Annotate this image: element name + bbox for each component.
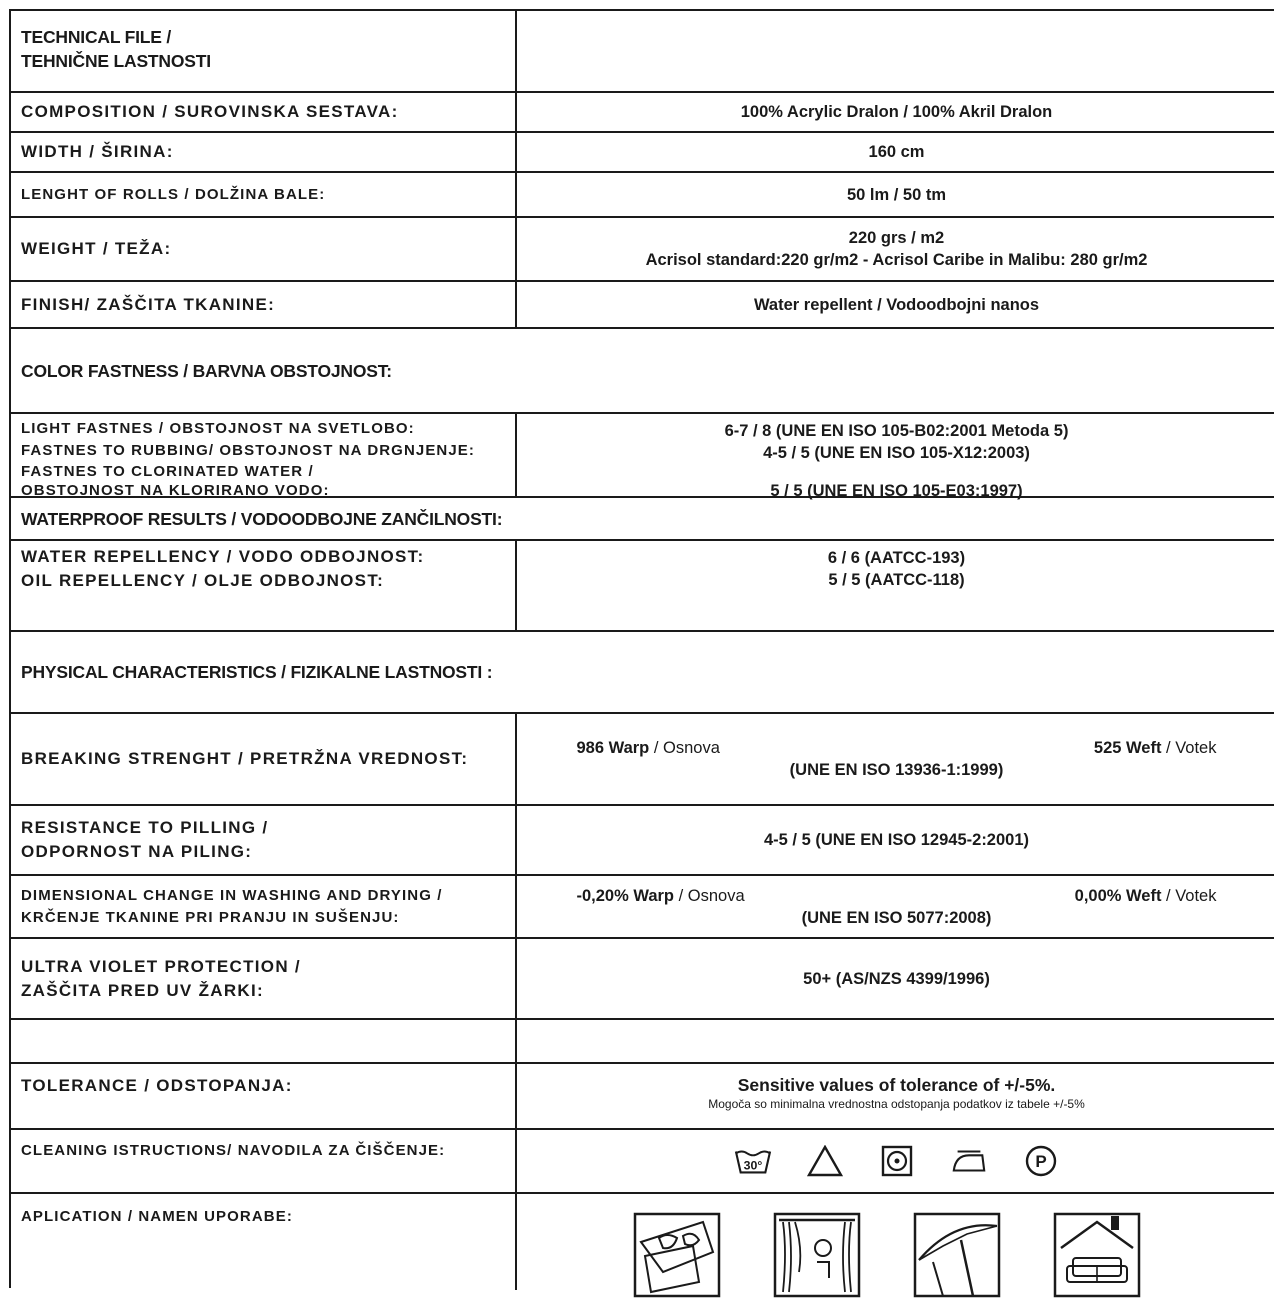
technical-sheet-table (9, 9, 1274, 1288)
application-label: APLICATION / NAMEN UPORABE: (21, 1208, 293, 1225)
tolerance-value-1: Sensitive values of tolerance of +/-5%. (737, 1075, 1056, 1095)
physical-heading: PHYSICAL CHARACTERISTICS / FIZIKALNE LASTNOSTI : (21, 662, 493, 682)
composition-value: 100% Acrylic Dralon / 100% Akril Dralon (740, 103, 1053, 121)
parasol-icon (913, 1212, 1001, 1298)
chlorine-fastness-label-1: FASTNES TO CLORINATED WATER / (21, 463, 314, 480)
length-value: 50 lm / 50 tm (846, 185, 947, 204)
cleaning-row (11, 1130, 1274, 1194)
title-line-1: TECHNICAL FILE / (21, 27, 172, 47)
outdoor-furniture-icon (633, 1212, 721, 1298)
uv-value: 50+ (AS/NZS 4399/1996) (803, 969, 990, 988)
waterproof-row (11, 498, 1274, 541)
dimensional-label-2: KRČENJE TKANINE PRI PRANJU IN SUŠENJU: (21, 908, 400, 926)
light-fastness-label: LIGHT FASTNES / OBSTOJNOST NA SVETLOBO: (21, 420, 415, 437)
physical-row (11, 632, 1274, 714)
title-row (11, 11, 1274, 93)
water-repellency-value: 6 / 6 (AATCC-193) (827, 549, 966, 567)
composition-label: COMPOSITION / SUROVINSKA SESTAVA: (21, 102, 399, 121)
application-icons (633, 1212, 1141, 1298)
color-fastness-row (11, 329, 1274, 414)
water-repellency-label: WATER REPELLENCY / VODO ODBOJNOST: (21, 547, 425, 566)
pilling-value: 4-5 / 5 (UNE EN ISO 12945-2:2001) (763, 831, 1030, 849)
empty-row (11, 1020, 1274, 1064)
weight-label: WEIGHT / TEŽA: (21, 239, 172, 258)
finish-label: FINISH/ ZAŠČITA TKANINE: (21, 294, 276, 314)
dimensional-row (11, 876, 1274, 939)
fastness-row (11, 414, 1274, 498)
pilling-label-2: ODPORNOST NA PILING: (21, 842, 253, 861)
color-fastness-heading: COLOR FASTNESS / BARVNA OBSTOJNOST: (21, 360, 392, 381)
indoor-upholstery-icon (1053, 1212, 1141, 1298)
repellency-row (11, 541, 1274, 632)
bleach-triangle-icon (806, 1143, 844, 1179)
finish-row (11, 282, 1274, 329)
application-row (11, 1194, 1274, 1290)
breaking-standard: (UNE EN ISO 13936-1:1999) (789, 761, 1004, 779)
weight-value-2: Acrisol standard:220 gr/m2 - Acrisol Caribe in Malibu: 280 gr/m2 (645, 251, 1148, 269)
weight-row (11, 218, 1274, 282)
breaking-row (11, 714, 1274, 806)
wash-30-icon (734, 1143, 772, 1179)
dimensional-weft: 0,00% Weft / Votek (1074, 886, 1217, 905)
dimensional-warp-weft (577, 885, 1217, 907)
breaking-weft: 525 Weft / Votek (1093, 739, 1217, 757)
length-label: LENGHT OF ROLLS / DOLŽINA BALE: (21, 185, 326, 203)
width-label: WIDTH / ŠIRINA: (21, 142, 174, 161)
finish-value: Water repellent / Vodoodbojni nanos (753, 295, 1040, 314)
curtains-icon (773, 1212, 861, 1298)
tolerance-row (11, 1064, 1274, 1130)
weight-value-1: 220 grs / m2 (848, 229, 945, 247)
care-icons (734, 1143, 1060, 1179)
width-row (11, 133, 1274, 173)
dry-clean-p-icon (1022, 1143, 1060, 1179)
svg-text:30°: 30° (743, 1158, 762, 1173)
title-cell (11, 11, 517, 91)
pilling-row (11, 806, 1274, 876)
dimensional-label-1: DIMENSIONAL CHANGE IN WASHING AND DRYING / (21, 886, 443, 904)
breaking-warp: 986 Warp / Osnova (576, 739, 720, 757)
uv-label-1: ULTRA VIOLET PROTECTION / (21, 956, 301, 976)
breaking-warp-weft (577, 737, 1217, 759)
width-value: 160 cm (868, 143, 925, 161)
chlorine-fastness-label-2: OBSTOJNOST NA KLORIRANO VODO: (21, 482, 330, 499)
tolerance-label: TOLERANCE / ODSTOPANJA: (21, 1076, 293, 1095)
oil-repellency-label: OIL REPELLENCY / OLJE ODBOJNOST: (21, 571, 385, 590)
title-line-2: TEHNIČNE LASTNOSTI (21, 51, 211, 71)
composition-row (11, 93, 1274, 133)
chlorine-fastness-value: 5 / 5 (UNE EN ISO 105-E03:1997) (770, 482, 1023, 500)
rubbing-fastness-value: 4-5 / 5 (UNE EN ISO 105-X12:2003) (763, 444, 1030, 462)
waterproof-heading: WATERPROOF RESULTS / VODOODBOJNE ZANČILNOSTI: (21, 508, 503, 529)
rubbing-fastness-label: FASTNES TO RUBBING/ OBSTOJNOST NA DRGNJENJE: (21, 442, 476, 459)
cleaning-label: CLEANING ISTRUCTIONS/ NAVODILA ZA ČIŠČENJE: (21, 1142, 446, 1159)
tumble-dry-icon (878, 1143, 916, 1179)
tolerance-value-2: Mogoča so minimalna vrednostna odstopanja podatkov iz tabele +/-5% (708, 1097, 1085, 1111)
oil-repellency-value: 5 / 5 (AATCC-118) (828, 571, 965, 589)
uv-row (11, 939, 1274, 1020)
breaking-label: BREAKING STRENGHT / PRETRŽNA VREDNOST: (21, 749, 469, 768)
svg-text:P: P (1034, 1152, 1047, 1171)
iron-icon (950, 1143, 988, 1179)
dimensional-standard: (UNE EN ISO 5077:2008) (801, 908, 992, 927)
length-row (11, 173, 1274, 218)
uv-label-2: ZAŠČITA PRED UV ŽARKI: (21, 980, 264, 1000)
dimensional-warp: -0,20% Warp / Osnova (576, 886, 745, 905)
pilling-label-1: RESISTANCE TO PILLING / (21, 818, 269, 837)
light-fastness-value: 6-7 / 8 (UNE EN ISO 105-B02:2001 Metoda 5) (724, 422, 1069, 440)
